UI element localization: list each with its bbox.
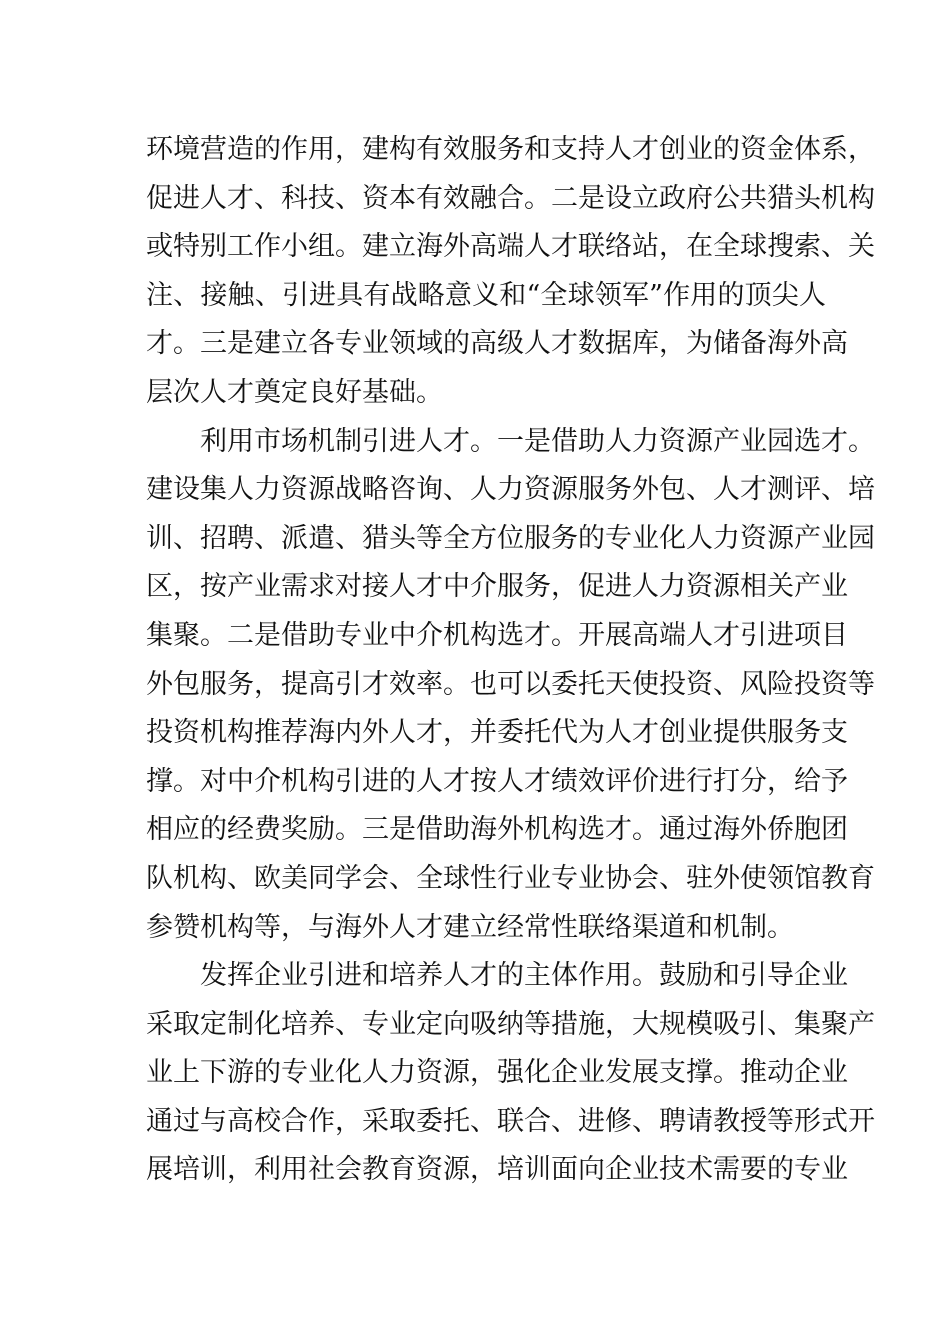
text-line: 促进人才、科技、资本有效融合。二是设立政府公共猎头机构 [146,182,875,214]
text-line: 层次人才奠定良好基础。 [146,376,443,408]
text-line: 投资机构推荐海内外人才，并委托代为人才创业提供服务支 [146,717,848,749]
text-line: 外包服务，提高引才效率。也可以委托天使投资、风险投资等 [146,668,875,700]
text-line: 相应的经费奖励。三是借助海外机构选才。通过海外侨胞团 [146,814,848,846]
text-line: 展培训，利用社会教育资源，培训面向企业技术需要的专业 [146,1154,848,1186]
text-line: 区，按产业需求对接人才中介服务，促进人力资源相关产业 [146,571,848,603]
document-body [146,126,875,1195]
text-line: 参赞机构等，与海外人才建立经常性联络渠道和机制。 [146,911,794,943]
text-line: 撑。对中介机构引进的人才按人才绩效评价进行打分，给予 [146,765,848,797]
text-line: 采取定制化培养、专业定向吸纳等措施，大规模吸引、集聚产 [146,1008,875,1040]
text-line: 通过与高校合作，采取委托、联合、进修、聘请教授等形式开 [146,1105,875,1137]
text-line: 业上下游的专业化人力资源，强化企业发展支撑。推动企业 [146,1057,848,1089]
text-line: 集聚。二是借助专业中介机构选才。开展高端人才引进项目 [146,619,848,651]
paragraph-2 [146,418,875,953]
paragraph-3 [146,952,875,1195]
text-line: 才。三是建立各专业领域的高级人才数据库，为储备海外高 [146,328,848,360]
text-line: 环境营造的作用，建构有效服务和支持人才创业的资金体系， [146,134,875,165]
paragraph-1 [146,126,875,418]
text-line: 或特别工作小组。建立海外高端人才联络站，在全球搜索、关 [146,231,875,263]
text-line: 建设集人力资源战略咨询、人力资源服务外包、人才测评、培 [146,474,875,506]
text-line: 注、接触、引进具有战略意义和“全球领军”作用的顶尖人 [146,279,826,311]
text-line: 队机构、欧美同学会、全球性行业专业协会、驻外使领馆教育 [146,862,875,894]
text-line: 发挥企业引进和培养人才的主体作用。鼓励和引导企业 [200,960,848,992]
text-line: 训、招聘、派遣、猎头等全方位服务的专业化人力资源产业园 [146,522,875,554]
text-line: 利用市场机制引进人才。一是借助人力资源产业园选才。 [200,425,875,457]
